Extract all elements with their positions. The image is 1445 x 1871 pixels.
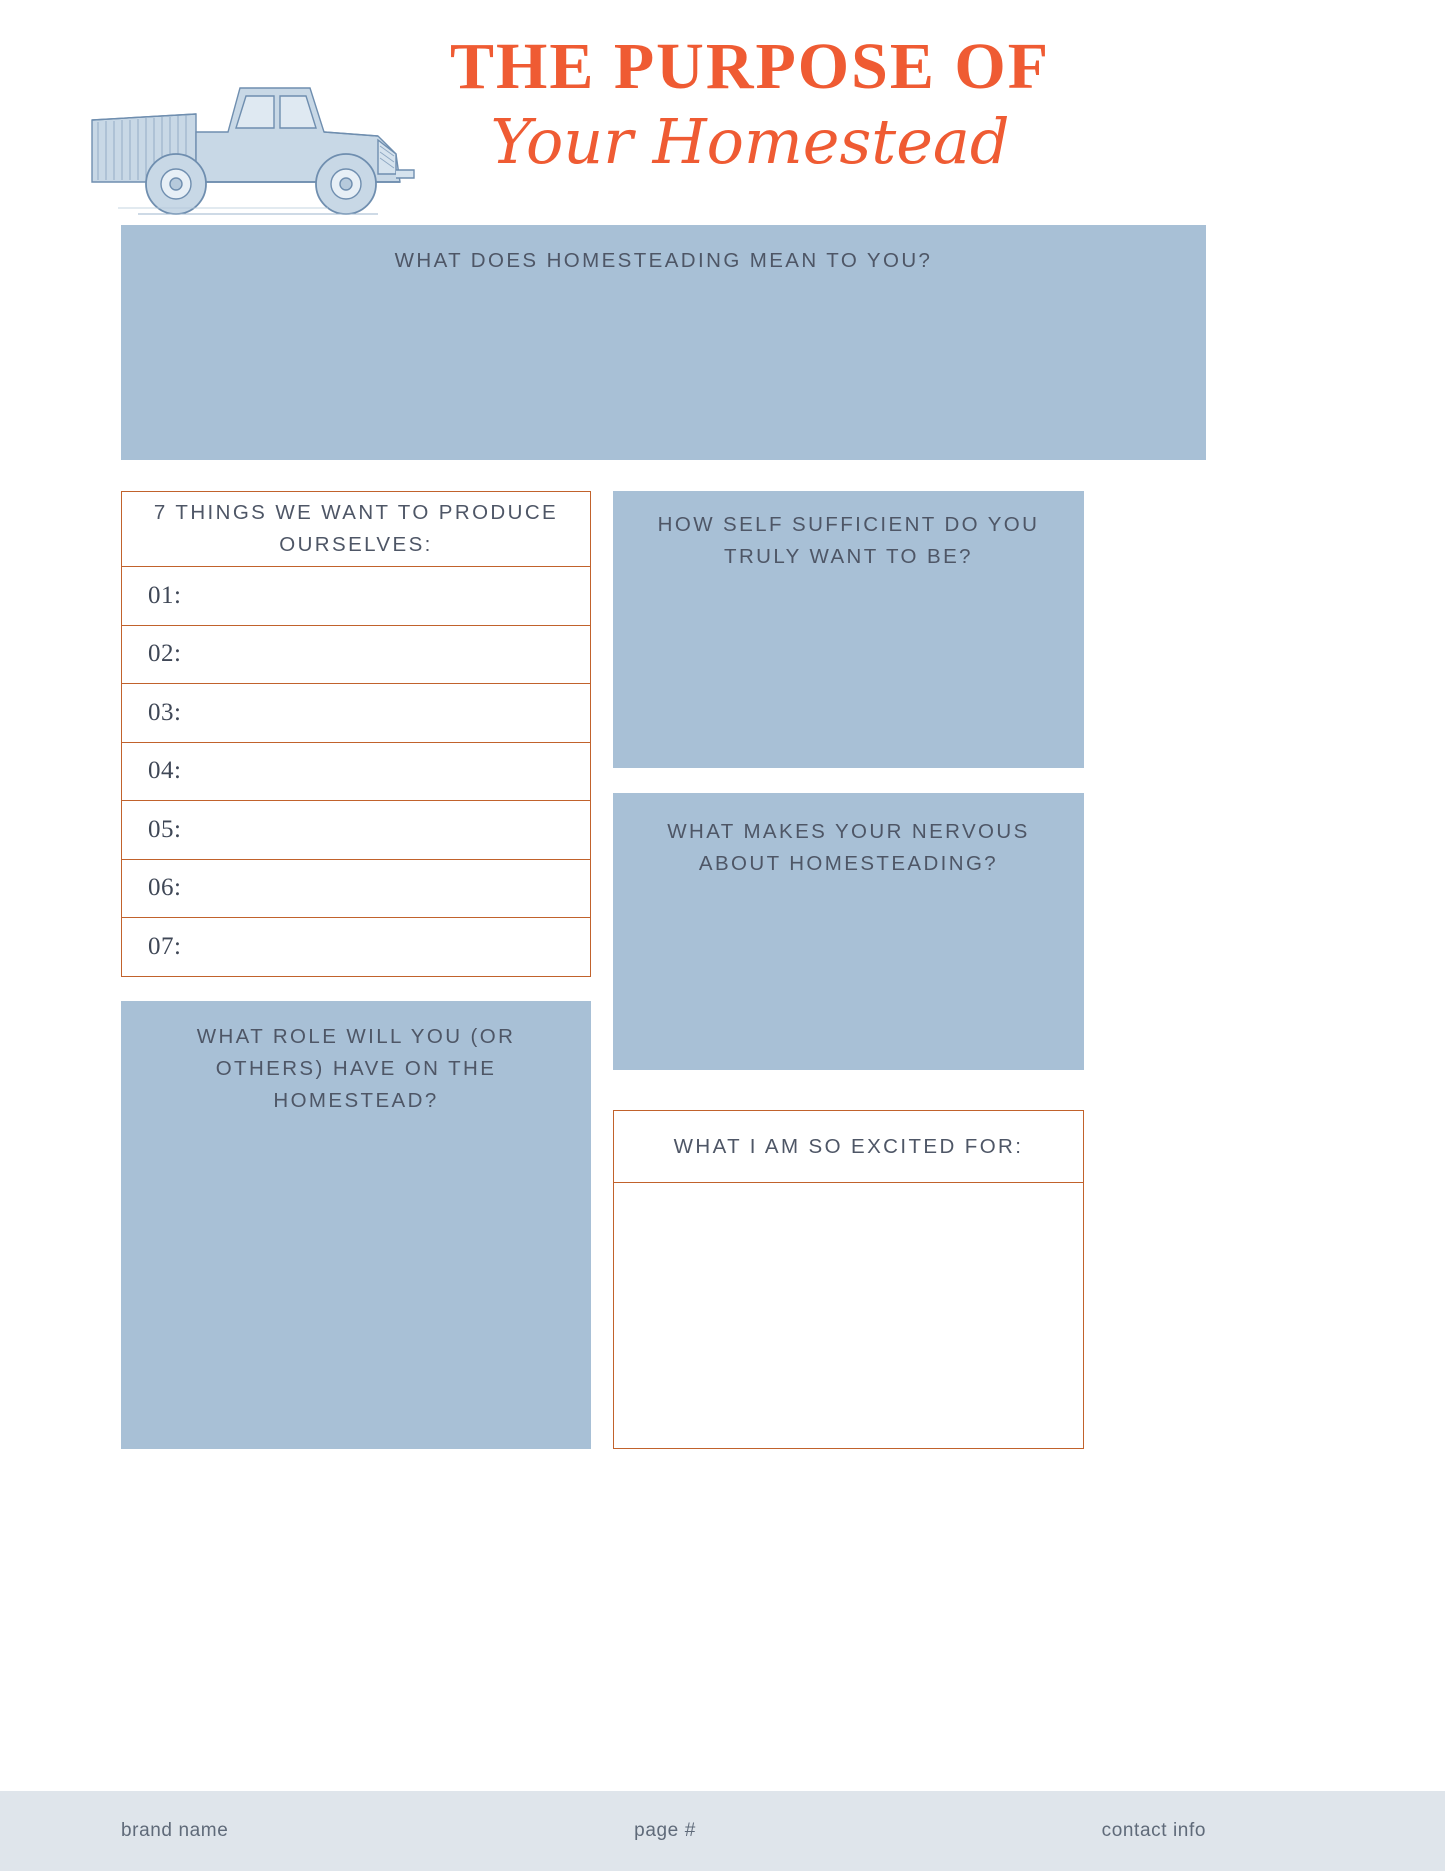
list-item[interactable] (122, 626, 590, 685)
footer-page-number: page # (634, 1820, 696, 1841)
list-item[interactable] (122, 567, 590, 626)
list-item-number: 02: (148, 640, 182, 668)
question-label-excited: WHAT I AM SO EXCITED FOR: (673, 1134, 1024, 1158)
produce-list-header (122, 492, 590, 567)
list-item[interactable] (122, 860, 590, 919)
footer-brand-name: brand name (121, 1820, 229, 1841)
list-item-number: 04: (148, 757, 182, 785)
question-label-nervous: WHAT MAKES YOUR NERVOUS ABOUT HOMESTEADING? (667, 820, 1030, 875)
question-block-excited[interactable] (613, 1110, 1084, 1449)
list-item-number: 05: (148, 815, 182, 843)
page-header (0, 0, 1445, 250)
list-item[interactable] (122, 801, 590, 860)
question-label-roles: WHAT ROLE WILL YOU (OR OTHERS) HAVE ON THE HOMESTEAD? (196, 1025, 516, 1112)
list-item-number: 01: (148, 581, 182, 609)
list-item[interactable] (122, 743, 590, 802)
question-label-meaning: WHAT DOES HOMESTEADING MEAN TO YOU? (394, 249, 933, 272)
footer-contact-info: contact info (1101, 1820, 1206, 1841)
list-item-number: 03: (148, 698, 182, 726)
question-block-roles[interactable] (121, 1001, 591, 1449)
question-block-nervous[interactable] (613, 793, 1084, 1070)
list-item-number: 07: (148, 933, 182, 961)
excited-header (614, 1111, 1083, 1183)
page-footer (0, 1791, 1445, 1871)
vintage-truck-icon (78, 62, 428, 222)
produce-list-label: 7 THINGS WE WANT TO PRODUCE OURSELVES: (153, 501, 559, 556)
list-item[interactable] (122, 918, 590, 977)
page-title (400, 32, 1100, 181)
title-script-line: Your Homestead (490, 105, 1010, 179)
question-block-meaning[interactable] (121, 225, 1206, 460)
question-label-self-sufficient: HOW SELF SUFFICIENT DO YOU TRULY WANT TO BE? (657, 513, 1040, 568)
title-main-line: THE PURPOSE OF (449, 30, 1051, 103)
question-block-self-sufficient[interactable] (613, 491, 1084, 768)
list-item[interactable] (122, 684, 590, 743)
list-item-number: 06: (148, 874, 182, 902)
produce-list-block[interactable] (121, 491, 591, 977)
